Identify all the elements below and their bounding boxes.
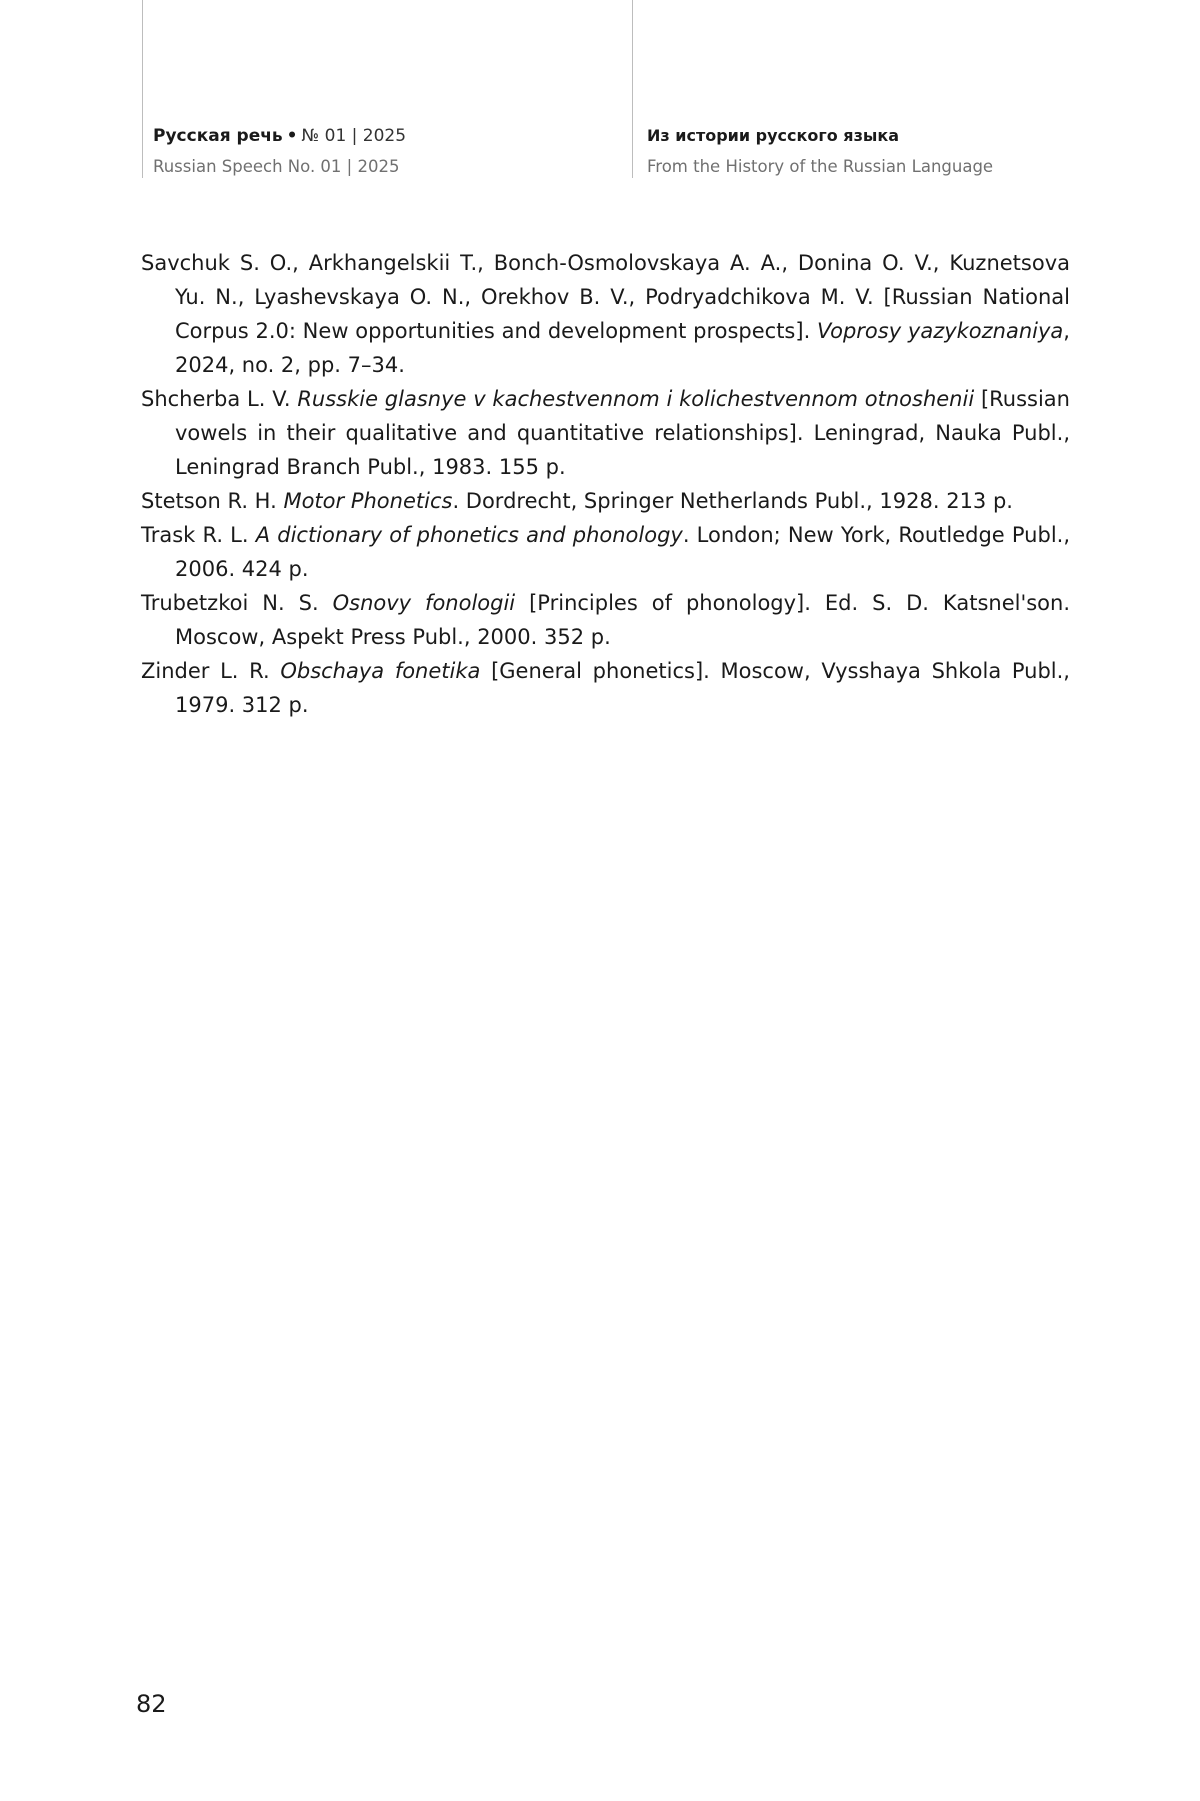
reference-title: A dictionary of phonetics and phonology [255, 523, 683, 547]
journal-title-en: Russian Speech No. 01 | 2025 [153, 157, 400, 176]
reference-title: Voprosy yazykoznaniya [816, 319, 1064, 343]
reference-item: Stetson R. H. Motor Phonetics. Dordrecht, Springer Netherlands Publ., 1928. 213 p. [141, 489, 1013, 513]
reference-item: Zinder L. R. Obschaya fonetika [General phonetics]. Moscow, Vysshaya Shkola Publ., 1979. 312 p. [141, 659, 1070, 717]
reference-item: Shcherba L. V. Russkie glasnye v kachestvennom i kolichestvennom otnoshenii [Russian vowels in their qualitative and quantitative relationships]. Leningrad, Nauka Publ., Leningrad Branch Publ., 1983. 155 p. [141, 387, 1070, 479]
reference-item: Savchuk S. O., Arkhangelskii T., Bonch-Osmolovskaya A. A., Donina O. V., Kuznetsova Yu. N., Lyashevskaya O. N., Orekhov B. V., Podryadchikova M. V. [Russian National Corpus 2.0: New opportunities and development prospects]. Voprosy yazykoznaniya, 2024, no. 2, pp. 7–34. [141, 251, 1070, 377]
header-bullet: • [286, 126, 298, 146]
header-journal-info [153, 124, 406, 178]
reference-item: Trubetzkoi N. S. Osnovy fonologii [Principles of phonology]. Ed. S. D. Katsnel'son. Moscow, Aspekt Press Publ., 2000. 352 p. [141, 591, 1070, 649]
journal-title-ru-line [153, 124, 406, 148]
section-title-ru: Из истории русского языка [647, 126, 899, 145]
reference-title: Russkie glasnye v kachestvennom i kolichestvennom otnoshenii [297, 387, 975, 411]
header-section-info [647, 124, 993, 178]
section-title-en: From the History of the Russian Language [647, 157, 994, 176]
page-number: 82 [136, 1690, 167, 1718]
reference-title: Osnovy fonologii [332, 591, 516, 615]
reference-item: Trask R. L. A dictionary of phonetics and phonology. London; New York, Routledge Publ., 2006. 424 p. [141, 523, 1071, 581]
reference-list [141, 246, 1070, 722]
reference-title: Motor Phonetics [283, 489, 453, 513]
header-left-divider [142, 0, 143, 178]
header-right-divider [632, 0, 633, 178]
reference-title: Obschaya fonetika [280, 659, 481, 683]
journal-title-ru: Русская речь [153, 126, 283, 146]
issue-number-ru: № 01 | 2025 [301, 126, 407, 146]
